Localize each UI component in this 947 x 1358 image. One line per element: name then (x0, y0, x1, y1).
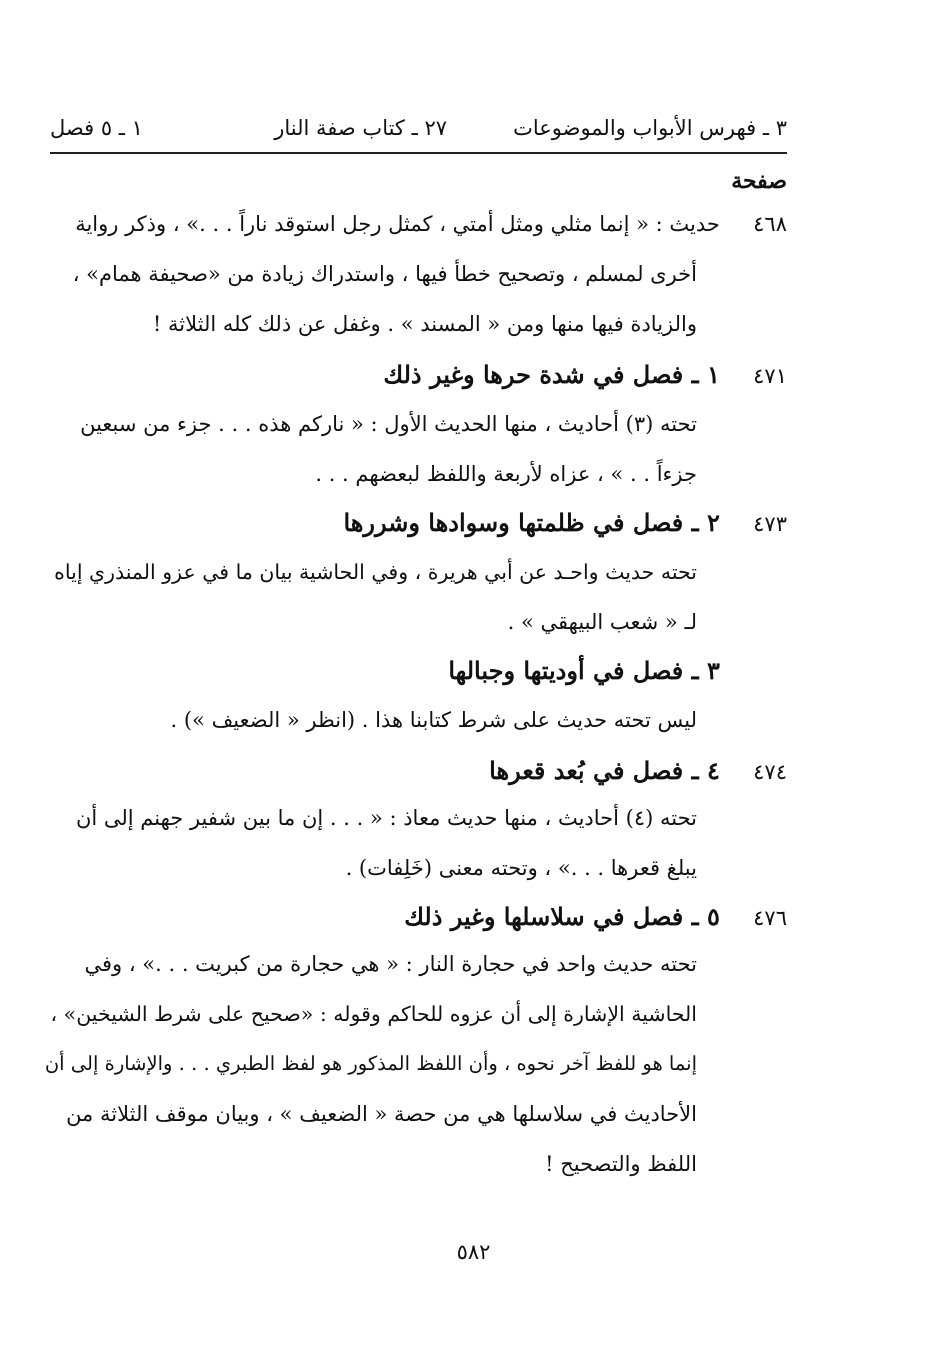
section-heading: ١ ـ فصل في شدة حرها وغير ذلك (383, 360, 720, 389)
header-index-title: ٣ ـ فهرس الأبواب والموضوعات (513, 116, 787, 140)
entry-page-number: ٤٧١ (753, 364, 787, 388)
entry-line: تحته (٣) أحاديث ، منها الحديث الأول : « ناركم هذه . . . جزء من سبعين (80, 412, 697, 436)
entry-line: جزءاً . . » ، عزاه لأربعة واللفظ لبعضهم . . . (315, 462, 697, 486)
section-heading: ٥ ـ فصل في سلاسلها وغير ذلك (404, 902, 720, 931)
entry-line: تحته (٤) أحاديث ، منها حديث معاذ : « . . . إن ما بين شفير جهنم إلى أن (75, 806, 697, 830)
entry-line: تحته حديث واحد في حجارة النار : « هي حجارة من كبريت . . .» ، وفي (84, 952, 697, 976)
section-heading-row (46, 656, 787, 685)
section-heading-row (46, 360, 787, 389)
entry-line: حديث : « إنما مثلي ومثل أمتي ، كمثل رجل استوقد ناراً . . .» ، وذكر رواية (75, 212, 720, 236)
entry-line: والزيادة فيها منها ومن « المسند » . وغفل عن ذلك كله الثلاثة ! (152, 312, 697, 336)
entry-page-number: ٤٦٨ (753, 212, 787, 236)
entry-line: إنما هو للفظ آخر نحوه ، وأن اللفظ المذكور هو لفظ الطبري . . . والإشارة إلى أن (44, 1052, 697, 1075)
entry-line: الحاشية الإشارة إلى أن عزوه للحاكم وقوله : «صحيح على شرط الشيخين» ، (50, 1002, 697, 1026)
entry-page-number: ٤٧٣ (753, 512, 787, 536)
section-heading-row (46, 902, 787, 931)
header-chapter-range: ١ ـ ٥ فصل (50, 116, 143, 140)
entry-line: اللفظ والتصحيح ! (545, 1152, 697, 1176)
entry-page-number: ٤٧٤ (753, 760, 787, 784)
entry-line: يبلغ قعرها . . .» ، وتحته معنى (خَلِفات) . (345, 856, 697, 880)
section-heading-row (46, 508, 787, 537)
entry-line: أخرى لمسلم ، وتصحيح خطأ فيها ، واستدراك زيادة من «صحيفة همام» ، (72, 262, 697, 286)
running-header (50, 110, 787, 154)
entry-line: الأحاديث في سلاسلها هي من حصة « الضعيف » ، وبيان موقف الثلاثة من (66, 1102, 697, 1126)
entry-line: تحته حديث واحـد عن أبي هريرة ، وفي الحاشية بيان ما في عزو المنذري إياه (54, 560, 697, 584)
entry-row (46, 212, 787, 236)
header-book-title: ٢٧ ـ كتاب صفة النار (274, 116, 447, 140)
section-heading: ٢ ـ فصل في ظلمتها وسوادها وشررها (343, 508, 720, 537)
section-heading: ٣ ـ فصل في أوديتها وجبالها (448, 656, 720, 685)
page-number: ٥٨٢ (456, 1240, 491, 1264)
section-heading: ٤ ـ فصل في بُعد قعرها (489, 756, 720, 785)
entry-line: لـ « شعب البيهقي » . (507, 610, 697, 634)
header-divider (50, 152, 787, 154)
section-heading-row (46, 756, 787, 785)
entry-line: ليس تحته حديث على شرط كتابنا هذا . (انظر « الضعيف ») . (170, 708, 697, 732)
page-column-label: صفحة (731, 168, 787, 194)
entry-page-number: ٤٧٦ (753, 906, 787, 930)
